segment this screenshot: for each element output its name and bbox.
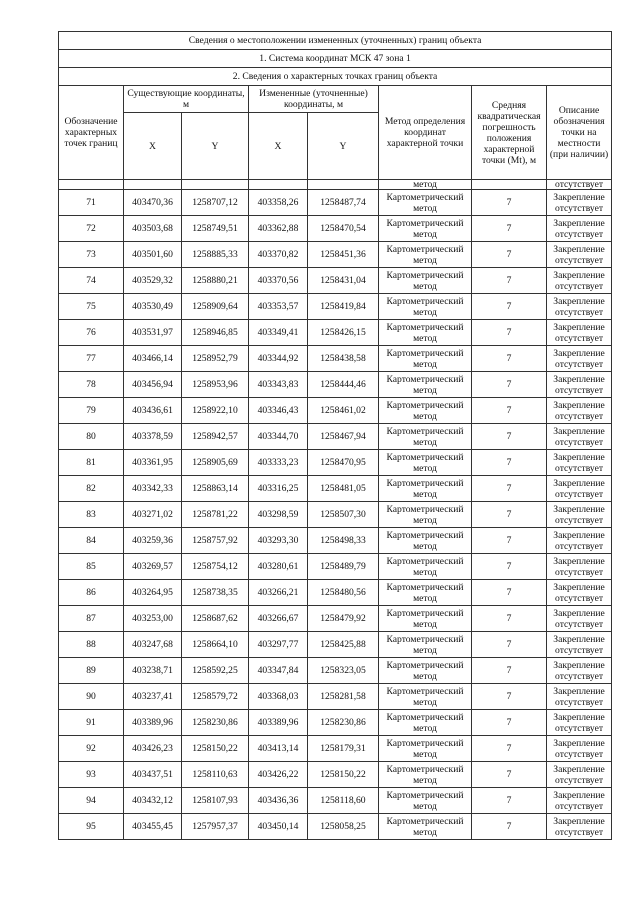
table-row [59, 424, 612, 450]
changed-x-cell: 403266,67 [249, 606, 308, 632]
point-number-cell: 84 [59, 528, 124, 554]
description-cell: Закрепление отсутствует [547, 762, 612, 788]
table-row [59, 450, 612, 476]
table-row [59, 190, 612, 216]
description-cell: Закрепление отсутствует [547, 346, 612, 372]
description-cell: Закрепление отсутствует [547, 736, 612, 762]
changed-x-cell: 403316,25 [249, 476, 308, 502]
accuracy-cell: 7 [472, 710, 547, 736]
description-cell: Закрепление отсутствует [547, 554, 612, 580]
description-cell: Закрепление отсутствует [547, 476, 612, 502]
existing-x-cell: 403342,33 [124, 476, 182, 502]
existing-y-cell: 1258592,25 [182, 658, 249, 684]
changed-x-cell: 403297,77 [249, 632, 308, 658]
description-cell: Закрепление отсутствует [547, 710, 612, 736]
changed-y-cell: 1258470,95 [308, 450, 379, 476]
changed-x-cell: 403266,21 [249, 580, 308, 606]
description-cell: Закрепление отсутствует [547, 580, 612, 606]
table-row [59, 710, 612, 736]
changed-x-cell: 403358,26 [249, 190, 308, 216]
changed-y-cell: 1258489,79 [308, 554, 379, 580]
document-title: Сведения о местоположении измененных (уточненных) границ объекта [59, 32, 612, 50]
accuracy-cell: 7 [472, 476, 547, 502]
description-cell: Закрепление отсутствует [547, 658, 612, 684]
table-row [59, 528, 612, 554]
changed-x-cell: 403347,84 [249, 658, 308, 684]
point-number-cell: 77 [59, 346, 124, 372]
method-cell: Картометрический метод [379, 216, 472, 242]
changed-y-cell: 1258467,94 [308, 424, 379, 450]
table-row [59, 476, 612, 502]
changed-x-cell: 403344,92 [249, 346, 308, 372]
point-number-cell: 79 [59, 398, 124, 424]
method-cell: Картометрический метод [379, 372, 472, 398]
accuracy-cell: 7 [472, 580, 547, 606]
header-description: Описание обозначения точки на местности (при наличии) [547, 86, 612, 180]
existing-x-cell: 403466,14 [124, 346, 182, 372]
point-number-cell: 91 [59, 710, 124, 736]
point-number-cell: 87 [59, 606, 124, 632]
point-number-cell: 75 [59, 294, 124, 320]
accuracy-cell: 7 [472, 736, 547, 762]
description-cell: Закрепление отсутствует [547, 216, 612, 242]
description-cell: Закрепление отсутствует [547, 684, 612, 710]
changed-x-cell: 403346,43 [249, 398, 308, 424]
header-changed-x: X [249, 113, 308, 180]
continuation-row [59, 180, 612, 190]
table-row [59, 346, 612, 372]
method-cell: Картометрический метод [379, 736, 472, 762]
header-method: Метод определения координат характерной точки [379, 86, 472, 180]
existing-x-cell: 403456,94 [124, 372, 182, 398]
changed-y-cell: 1258438,58 [308, 346, 379, 372]
changed-x-cell: 403349,41 [249, 320, 308, 346]
method-cell: Картометрический метод [379, 346, 472, 372]
table-row [59, 736, 612, 762]
table-row [59, 372, 612, 398]
changed-x-cell: 403413,14 [249, 736, 308, 762]
method-cell: Картометрический метод [379, 450, 472, 476]
point-number-cell: 90 [59, 684, 124, 710]
point-number-cell: 82 [59, 476, 124, 502]
changed-y-cell: 1258425,88 [308, 632, 379, 658]
existing-y-cell: 1258707,12 [182, 190, 249, 216]
existing-y-cell: 1258110,63 [182, 762, 249, 788]
existing-x-cell: 403501,60 [124, 242, 182, 268]
existing-y-cell: 1258749,51 [182, 216, 249, 242]
existing-y-cell: 1258909,64 [182, 294, 249, 320]
description-cell: Закрепление отсутствует [547, 242, 612, 268]
existing-y-cell: 1258922,10 [182, 398, 249, 424]
point-number-cell: 72 [59, 216, 124, 242]
existing-x-cell: 403247,68 [124, 632, 182, 658]
table-row [59, 814, 612, 840]
existing-x-cell: 403531,97 [124, 320, 182, 346]
changed-x-cell: 403450,14 [249, 814, 308, 840]
changed-y-cell: 1258451,36 [308, 242, 379, 268]
existing-y-cell: 1258757,92 [182, 528, 249, 554]
boundary-points-table [58, 31, 612, 840]
table-row [59, 762, 612, 788]
changed-y-cell: 1258323,05 [308, 658, 379, 684]
accuracy-cell: 7 [472, 632, 547, 658]
point-number-cell: 92 [59, 736, 124, 762]
accuracy-cell: 7 [472, 372, 547, 398]
method-cell: Картометрический метод [379, 632, 472, 658]
point-number-cell: 76 [59, 320, 124, 346]
accuracy-cell: 7 [472, 684, 547, 710]
description-cell: Закрепление отсутствует [547, 632, 612, 658]
changed-x-cell: 403370,82 [249, 242, 308, 268]
description-cell: Закрепление отсутствует [547, 606, 612, 632]
header-designation: Обозначение характерных точек границ [59, 86, 124, 180]
changed-y-cell: 1258470,54 [308, 216, 379, 242]
method-cell: Картометрический метод [379, 658, 472, 684]
point-number-cell: 80 [59, 424, 124, 450]
method-cell: Картометрический метод [379, 424, 472, 450]
changed-y-cell: 1258481,05 [308, 476, 379, 502]
description-cell: Закрепление отсутствует [547, 450, 612, 476]
description-cell: Закрепление отсутствует [547, 372, 612, 398]
existing-x-cell: 403432,12 [124, 788, 182, 814]
accuracy-cell: 7 [472, 242, 547, 268]
existing-x-cell: 403269,57 [124, 554, 182, 580]
table-row [59, 242, 612, 268]
changed-y-cell: 1258480,56 [308, 580, 379, 606]
accuracy-cell: 7 [472, 320, 547, 346]
method-cell: Картометрический метод [379, 320, 472, 346]
existing-x-cell: 403264,95 [124, 580, 182, 606]
changed-x-cell: 403343,83 [249, 372, 308, 398]
existing-x-cell: 403437,51 [124, 762, 182, 788]
accuracy-cell: 7 [472, 190, 547, 216]
changed-y-cell: 1258487,74 [308, 190, 379, 216]
changed-y-cell: 1258479,92 [308, 606, 379, 632]
existing-y-cell: 1258579,72 [182, 684, 249, 710]
table-row [59, 398, 612, 424]
accuracy-cell: 7 [472, 502, 547, 528]
coordinate-system-title: 1. Система координат МСК 47 зона 1 [59, 50, 612, 68]
table-row [59, 502, 612, 528]
accuracy-cell: 7 [472, 658, 547, 684]
changed-y-cell: 1258179,31 [308, 736, 379, 762]
existing-y-cell: 1258942,57 [182, 424, 249, 450]
method-cell: Картометрический метод [379, 476, 472, 502]
table-row [59, 658, 612, 684]
existing-y-cell: 1258885,33 [182, 242, 249, 268]
description-cell: Закрепление отсутствует [547, 398, 612, 424]
accuracy-cell: 7 [472, 788, 547, 814]
changed-x-cell: 403370,56 [249, 268, 308, 294]
existing-y-cell: 1258738,35 [182, 580, 249, 606]
header-existing-y: Y [182, 113, 249, 180]
description-cell: Закрепление отсутствует [547, 190, 612, 216]
accuracy-cell: 7 [472, 528, 547, 554]
existing-x-cell: 403237,41 [124, 684, 182, 710]
changed-y-cell: 1258230,86 [308, 710, 379, 736]
table-row [59, 294, 612, 320]
method-cell: Картометрический метод [379, 710, 472, 736]
accuracy-cell: 7 [472, 554, 547, 580]
point-number-cell: 74 [59, 268, 124, 294]
changed-x-cell: 403293,30 [249, 528, 308, 554]
description-cell: Закрепление отсутствует [547, 320, 612, 346]
method-cell: Картометрический метод [379, 294, 472, 320]
point-number-cell: 89 [59, 658, 124, 684]
table-row [59, 684, 612, 710]
method-cell: Картометрический метод [379, 528, 472, 554]
point-number-cell: 73 [59, 242, 124, 268]
table-row [59, 554, 612, 580]
changed-x-cell: 403362,88 [249, 216, 308, 242]
existing-x-cell: 403361,95 [124, 450, 182, 476]
existing-x-cell: 403470,36 [124, 190, 182, 216]
method-cell: Картометрический метод [379, 580, 472, 606]
changed-y-cell: 1258058,25 [308, 814, 379, 840]
header-accuracy: Средняя квадратическая погрешность положения характерной точки (Mt), м [472, 86, 547, 180]
method-cell: Картометрический метод [379, 190, 472, 216]
table-row [59, 216, 612, 242]
existing-x-cell: 403503,68 [124, 216, 182, 242]
changed-y-cell: 1258461,02 [308, 398, 379, 424]
section-title: 2. Сведения о характерных точках границ объекта [59, 68, 612, 86]
table-row [59, 788, 612, 814]
existing-y-cell: 1258687,62 [182, 606, 249, 632]
header-existing-x: X [124, 113, 182, 180]
point-number-cell: 83 [59, 502, 124, 528]
table-row [59, 632, 612, 658]
changed-y-cell: 1258498,33 [308, 528, 379, 554]
point-number-cell: 85 [59, 554, 124, 580]
existing-x-cell: 403436,61 [124, 398, 182, 424]
table-row [59, 268, 612, 294]
header-existing-coordinates: Существующие координаты, м [124, 86, 249, 113]
point-number-cell: 93 [59, 762, 124, 788]
existing-y-cell: 1258880,21 [182, 268, 249, 294]
accuracy-cell: 7 [472, 450, 547, 476]
existing-x-cell: 403389,96 [124, 710, 182, 736]
changed-y-cell: 1258507,30 [308, 502, 379, 528]
existing-y-cell: 1258863,14 [182, 476, 249, 502]
point-number-cell: 71 [59, 190, 124, 216]
method-cell: Картометрический метод [379, 502, 472, 528]
existing-y-cell: 1258952,79 [182, 346, 249, 372]
changed-y-cell: 1258426,15 [308, 320, 379, 346]
method-cell: Картометрический метод [379, 684, 472, 710]
point-number-cell: 95 [59, 814, 124, 840]
existing-x-cell: 403253,00 [124, 606, 182, 632]
point-number-cell: 94 [59, 788, 124, 814]
changed-x-cell: 403344,70 [249, 424, 308, 450]
existing-y-cell: 1257957,37 [182, 814, 249, 840]
accuracy-cell: 7 [472, 216, 547, 242]
method-cell: Картометрический метод [379, 762, 472, 788]
table-row [59, 606, 612, 632]
point-number-cell: 86 [59, 580, 124, 606]
method-cell: Картометрический метод [379, 242, 472, 268]
method-cell: Картометрический метод [379, 814, 472, 840]
method-cell: Картометрический метод [379, 554, 472, 580]
existing-y-cell: 1258905,69 [182, 450, 249, 476]
existing-x-cell: 403530,49 [124, 294, 182, 320]
table-body [59, 180, 612, 840]
changed-x-cell: 403280,61 [249, 554, 308, 580]
description-cell: Закрепление отсутствует [547, 788, 612, 814]
changed-y-cell: 1258281,58 [308, 684, 379, 710]
existing-x-cell: 403238,71 [124, 658, 182, 684]
method-cell: Картометрический метод [379, 606, 472, 632]
changed-x-cell: 403389,96 [249, 710, 308, 736]
accuracy-cell: 7 [472, 424, 547, 450]
header-changed-coordinates: Измененные (уточненные) координаты, м [249, 86, 379, 113]
description-cell: Закрепление отсутствует [547, 814, 612, 840]
existing-x-cell: 403426,23 [124, 736, 182, 762]
existing-y-cell: 1258953,96 [182, 372, 249, 398]
accuracy-cell: 7 [472, 762, 547, 788]
existing-x-cell: 403271,02 [124, 502, 182, 528]
accuracy-cell: 7 [472, 268, 547, 294]
description-cell: Закрепление отсутствует [547, 268, 612, 294]
accuracy-cell: 7 [472, 814, 547, 840]
continuation-description: отсутствует [547, 180, 612, 190]
existing-y-cell: 1258781,22 [182, 502, 249, 528]
changed-x-cell: 403353,57 [249, 294, 308, 320]
method-cell: Картометрический метод [379, 398, 472, 424]
changed-x-cell: 403368,03 [249, 684, 308, 710]
existing-x-cell: 403455,45 [124, 814, 182, 840]
existing-y-cell: 1258664,10 [182, 632, 249, 658]
continuation-method: метод [379, 180, 472, 190]
existing-y-cell: 1258946,85 [182, 320, 249, 346]
existing-x-cell: 403529,32 [124, 268, 182, 294]
accuracy-cell: 7 [472, 294, 547, 320]
point-number-cell: 81 [59, 450, 124, 476]
changed-y-cell: 1258431,04 [308, 268, 379, 294]
changed-x-cell: 403426,22 [249, 762, 308, 788]
accuracy-cell: 7 [472, 346, 547, 372]
method-cell: Картометрический метод [379, 268, 472, 294]
table-row [59, 320, 612, 346]
changed-y-cell: 1258444,46 [308, 372, 379, 398]
changed-y-cell: 1258419,84 [308, 294, 379, 320]
description-cell: Закрепление отсутствует [547, 528, 612, 554]
changed-y-cell: 1258118,60 [308, 788, 379, 814]
point-number-cell: 88 [59, 632, 124, 658]
header-changed-y: Y [308, 113, 379, 180]
description-cell: Закрепление отсутствует [547, 294, 612, 320]
point-number-cell: 78 [59, 372, 124, 398]
existing-y-cell: 1258107,93 [182, 788, 249, 814]
existing-y-cell: 1258230,86 [182, 710, 249, 736]
changed-x-cell: 403298,59 [249, 502, 308, 528]
description-cell: Закрепление отсутствует [547, 424, 612, 450]
changed-x-cell: 403333,23 [249, 450, 308, 476]
description-cell: Закрепление отсутствует [547, 502, 612, 528]
existing-x-cell: 403378,59 [124, 424, 182, 450]
changed-x-cell: 403436,36 [249, 788, 308, 814]
changed-y-cell: 1258150,22 [308, 762, 379, 788]
existing-y-cell: 1258754,12 [182, 554, 249, 580]
existing-y-cell: 1258150,22 [182, 736, 249, 762]
accuracy-cell: 7 [472, 606, 547, 632]
existing-x-cell: 403259,36 [124, 528, 182, 554]
table-row [59, 580, 612, 606]
accuracy-cell: 7 [472, 398, 547, 424]
method-cell: Картометрический метод [379, 788, 472, 814]
